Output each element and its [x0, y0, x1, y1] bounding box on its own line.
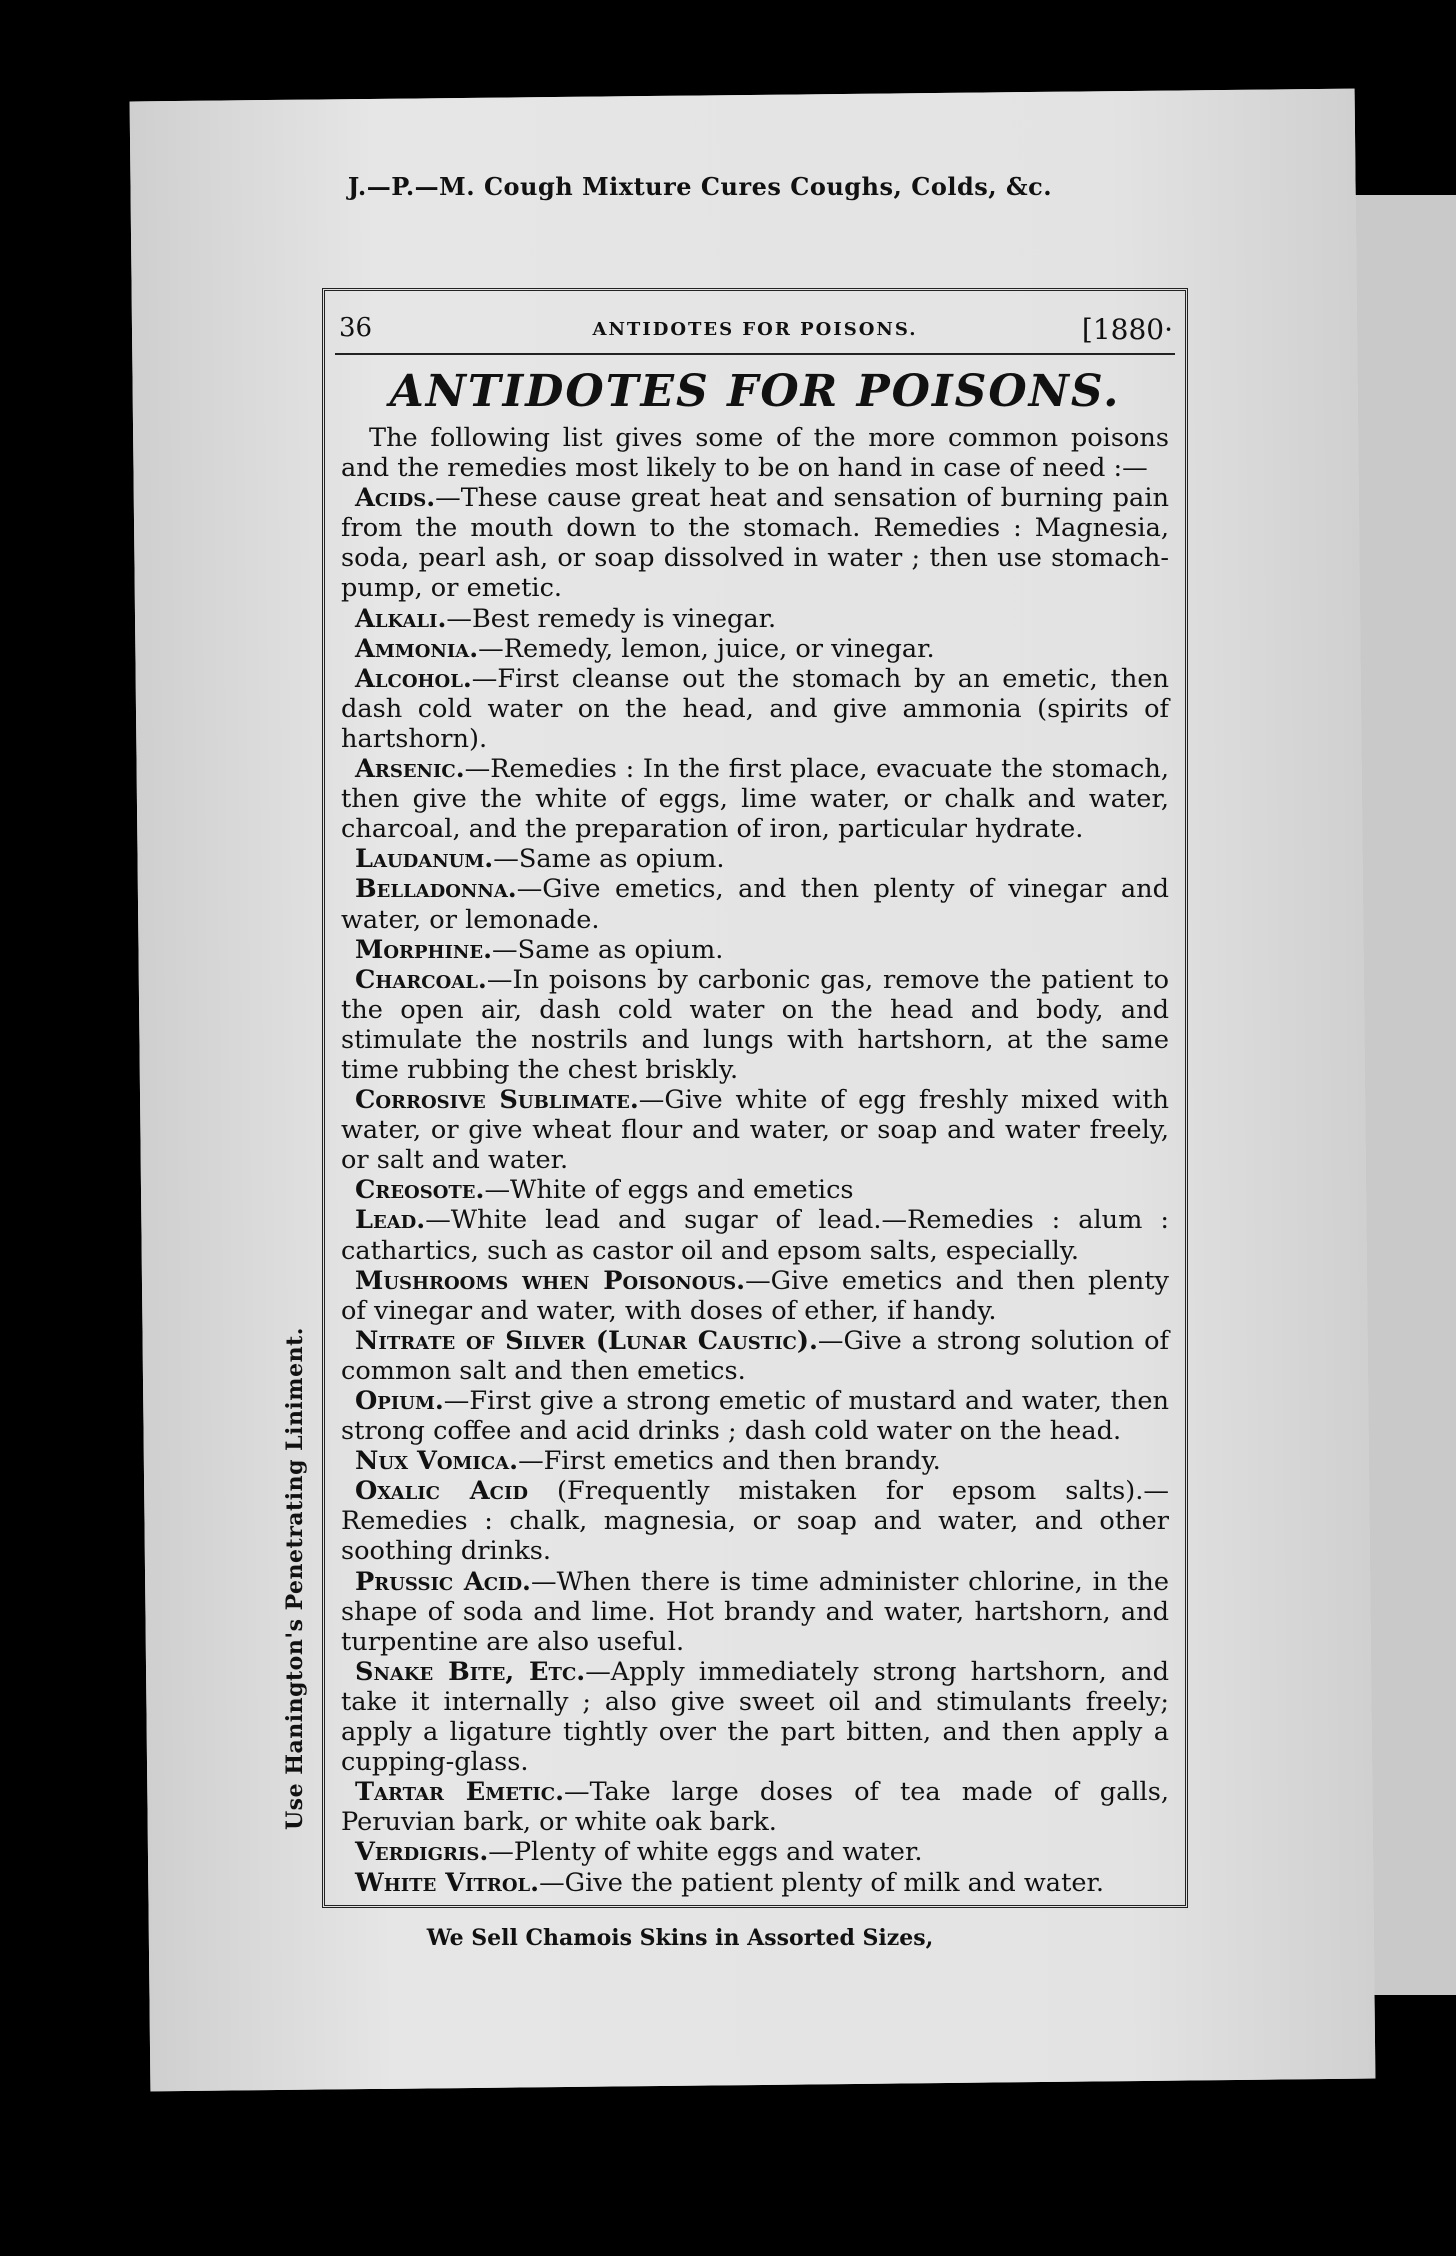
poison-name: Corrosive Sublimate.	[355, 1085, 639, 1116]
antidote-entry	[341, 1205, 1169, 1265]
header-rule	[335, 353, 1175, 355]
antidote-entry	[341, 664, 1169, 754]
antidote-entry	[341, 965, 1169, 1085]
poison-name: Ammonia.	[355, 633, 479, 664]
remedy-text: —Plenty of white eggs and water.	[488, 1837, 923, 1868]
remedy-text: —First give a strong emetic of mustard and water, then strong coffee and acid drinks ; dash cold water on the head.	[341, 1386, 1169, 1447]
poison-name: Morphine.	[355, 934, 493, 965]
poison-name: Lead.	[355, 1205, 426, 1236]
antidote-entry	[341, 1266, 1169, 1326]
remedy-text: —In poisons by carbonic gas, remove the patient to the open air, dash cold water on the head and body, and stimulate the nostrils and lungs with hartshorn, at the same time rubbing the chest briskly.	[341, 964, 1169, 1085]
page-header	[333, 311, 1177, 347]
remedy-text: —Remedies : In the first place, evacuate the stomach, then give the white of eggs, lime water, or chalk and water, charcoal, and the preparation of iron, particular hydrate.	[341, 754, 1169, 845]
poison-name: Oxalic Acid	[355, 1476, 528, 1507]
poison-name: White Vitrol.	[355, 1867, 540, 1898]
remedy-text: —Same as opium.	[492, 934, 724, 965]
poison-name: Opium.	[355, 1386, 444, 1416]
bottom-advertisement: We Sell Chamois Skins in Assorted Sizes,	[426, 1925, 934, 1951]
antidote-list	[341, 483, 1169, 1897]
antidote-entry	[341, 1175, 1169, 1205]
remedy-text: —When there is time administer chlorine, in the shape of soda and lime. Hot brandy and water, hartshorn, and turpentine are also useful.	[341, 1566, 1169, 1657]
poison-name: Nitrate of Silver (Lunar Caustic).	[355, 1325, 818, 1356]
antidote-entry	[341, 604, 1169, 634]
antidote-entry	[341, 634, 1169, 664]
antidote-entry	[341, 1567, 1169, 1657]
antidote-entry	[341, 1868, 1169, 1898]
article-body	[341, 367, 1169, 1898]
remedy-text: —First cleanse out the stomach by an emetic, then dash cold water on the head, and give ammonia (spirits of hartshorn).	[341, 663, 1169, 754]
antidote-entry	[341, 1446, 1169, 1476]
remedy-text: —Take large doses of tea made of galls, Peruvian bark, or white oak bark.	[341, 1777, 1169, 1838]
top-advertisement: J.—P.—M. Cough Mixture Cures Coughs, Colds, &c.	[347, 172, 1053, 201]
poison-name: Verdigris.	[355, 1837, 489, 1868]
antidote-entry	[341, 1476, 1169, 1566]
poison-name: Mushrooms when Poisonous.	[355, 1265, 746, 1296]
poison-name: Charcoal.	[355, 964, 487, 995]
running-head: ANTIDOTES FOR POISONS.	[592, 319, 918, 340]
antidote-entry	[341, 1777, 1169, 1837]
content-frame	[322, 288, 1188, 1908]
antidote-entry	[341, 483, 1169, 603]
antidote-entry	[341, 935, 1169, 965]
remedy-text: —Give the patient plenty of milk and water.	[539, 1867, 1105, 1898]
remedy-text: —Same as opium.	[493, 844, 725, 875]
article-title: ANTIDOTES FOR POISONS.	[389, 366, 1121, 417]
poison-name: Nux Vomica.	[355, 1446, 519, 1477]
poison-name: Snake Bite, Etc.	[355, 1656, 586, 1687]
remedy-text: —Give emetics and then plenty of vinegar and water, with doses of ether, if handy.	[341, 1265, 1169, 1326]
antidote-entry	[341, 1837, 1169, 1867]
antidote-entry	[341, 874, 1169, 934]
antidote-entry	[341, 1326, 1169, 1386]
poison-name: Laudanum.	[355, 844, 494, 875]
poison-name: Belladonna.	[355, 874, 517, 905]
remedy-text: —These cause great heat and sensation of burning pain from the mouth down to the stomach. Remedies : Magnesia, soda, pearl ash, or soap dissolved in water ; then use stomach-pump, or emetic.	[341, 483, 1169, 604]
antidote-entry	[341, 1085, 1169, 1175]
remedy-text: —Apply immediately strong hartshorn, and take it internally ; also give sweet oil and stimulants freely; apply a ligature tightly over the part bitten, and then apply a cupping-glass.	[341, 1656, 1169, 1778]
remedy-text: —White of eggs and emetics	[484, 1175, 854, 1206]
poison-name: Alkali.	[355, 603, 447, 634]
poison-name: Prussic Acid.	[355, 1566, 531, 1597]
year-marker: [1880·	[1081, 313, 1173, 346]
article-intro: The following list gives some of the more common poisons and the remedies most likely to be on hand in case of need :—	[341, 423, 1169, 484]
remedy-text: —White lead and sugar of lead.—Remedies : alum : cathartics, such as castor oil and epsom salts, especially.	[341, 1205, 1169, 1266]
side-advertisement: Use Hanington's Penetrating Liniment.	[282, 1327, 308, 1830]
antidote-entry	[341, 1657, 1169, 1777]
remedy-text: —Give white of egg freshly mixed with water, or give wheat flour and water, or soap and water freely, or salt and water.	[341, 1085, 1169, 1176]
page-number: 36	[339, 313, 373, 343]
remedy-text: —Give emetics, and then plenty of vinegar and water, or lemonade.	[341, 874, 1169, 935]
poison-name: Tartar Emetic.	[355, 1777, 564, 1808]
remedy-text: —Best remedy is vinegar.	[446, 603, 777, 634]
antidote-entry	[341, 754, 1169, 844]
poison-name: Alcohol.	[355, 663, 472, 694]
poison-name: Creosote.	[355, 1175, 485, 1206]
remedy-text: —First emetics and then brandy.	[518, 1446, 941, 1477]
poison-name: Acids.	[355, 483, 436, 514]
remedy-text: (Frequently mistaken for epsom salts).—Remedies : chalk, magnesia, or soap and water, and other soothing drinks.	[341, 1476, 1169, 1567]
remedy-text: —Remedy, lemon, juice, or vinegar.	[478, 633, 935, 664]
remedy-text: —Give a strong solution of common salt and then emetics.	[341, 1325, 1169, 1386]
poison-name: Arsenic.	[355, 754, 465, 785]
antidote-entry	[341, 844, 1169, 874]
antidote-entry	[341, 1386, 1169, 1446]
